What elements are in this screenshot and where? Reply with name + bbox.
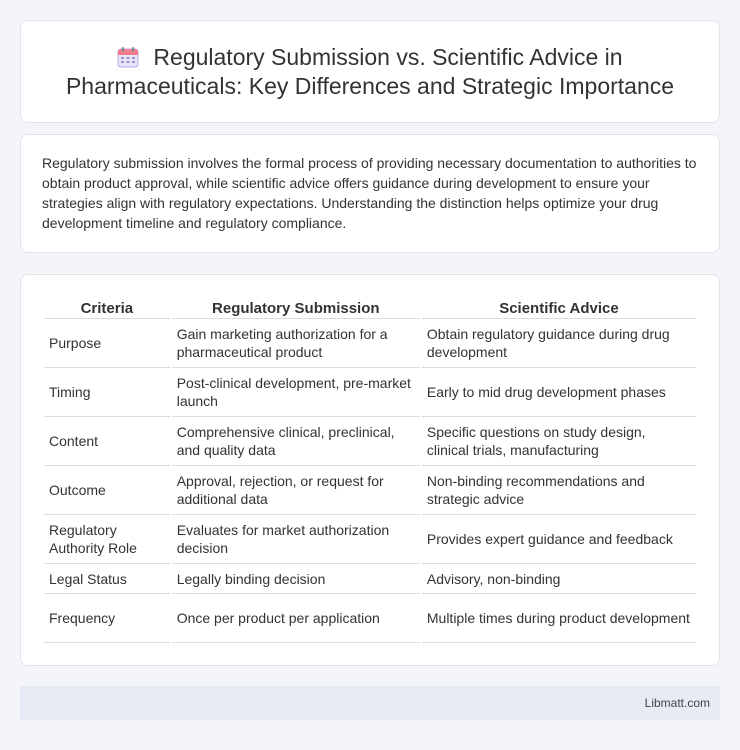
table-row: [44, 319, 696, 368]
intro-paragraph: Regulatory submission involves the formal process of providing necessary documentation to authorities to obtain product approval, while scientific advice offers guidance during development to ensure your strategies align with regulatory expectations. Understanding the distinction helps optimize your drug development timeline and regulatory compliance.: [42, 155, 697, 231]
title-card: [20, 20, 720, 123]
calendar-icon: [117, 46, 139, 68]
comparison-table: [42, 295, 698, 643]
criteria-cell: Timing: [44, 368, 170, 417]
intro-card: [20, 134, 720, 253]
scientific-advice-cell: Multiple times during product development: [422, 594, 696, 643]
criteria-cell: Frequency: [44, 594, 170, 643]
scientific-advice-cell: Early to mid drug development phases: [422, 368, 696, 417]
regulatory-submission-cell: Post-clinical development, pre-market launch: [172, 368, 420, 417]
criteria-cell: Legal Status: [44, 564, 170, 594]
table-header-row: [44, 295, 696, 319]
criteria-cell: Content: [44, 417, 170, 466]
criteria-cell: Regulatory Authority Role: [44, 515, 170, 564]
footer-brand: Libmatt.com: [644, 696, 710, 710]
scientific-advice-cell: Non-binding recommendations and strategic advice: [422, 466, 696, 515]
scientific-advice-cell: Specific questions on study design, clinical trials, manufacturing: [422, 417, 696, 466]
regulatory-submission-cell: Legally binding decision: [172, 564, 420, 594]
table-row: [44, 594, 696, 643]
table-row: [44, 564, 696, 594]
table-row: [44, 515, 696, 564]
column-header-regulatory-submission: Regulatory Submission: [172, 295, 420, 319]
column-header-scientific-advice: Scientific Advice: [422, 295, 696, 319]
regulatory-submission-cell: Once per product per application: [172, 594, 420, 643]
page-title-text: Regulatory Submission vs. Scientific Advice in Pharmaceuticals: Key Differences and Strategic Importance: [65, 43, 675, 99]
column-header-criteria: Criteria: [44, 295, 170, 319]
table-row: [44, 368, 696, 417]
criteria-cell: Purpose: [44, 319, 170, 368]
page-title: [41, 43, 699, 101]
scientific-advice-cell: Provides expert guidance and feedback: [422, 515, 696, 564]
regulatory-submission-cell: Gain marketing authorization for a pharmaceutical product: [172, 319, 420, 368]
criteria-cell: Outcome: [44, 466, 170, 515]
regulatory-submission-cell: Approval, rejection, or request for additional data: [172, 466, 420, 515]
table-row: [44, 466, 696, 515]
table-row: [44, 417, 696, 466]
regulatory-submission-cell: Comprehensive clinical, preclinical, and quality data: [172, 417, 420, 466]
footer: [20, 686, 720, 720]
regulatory-submission-cell: Evaluates for market authorization decision: [172, 515, 420, 564]
scientific-advice-cell: Advisory, non-binding: [422, 564, 696, 594]
comparison-card: [20, 274, 720, 666]
scientific-advice-cell: Obtain regulatory guidance during drug development: [422, 319, 696, 368]
